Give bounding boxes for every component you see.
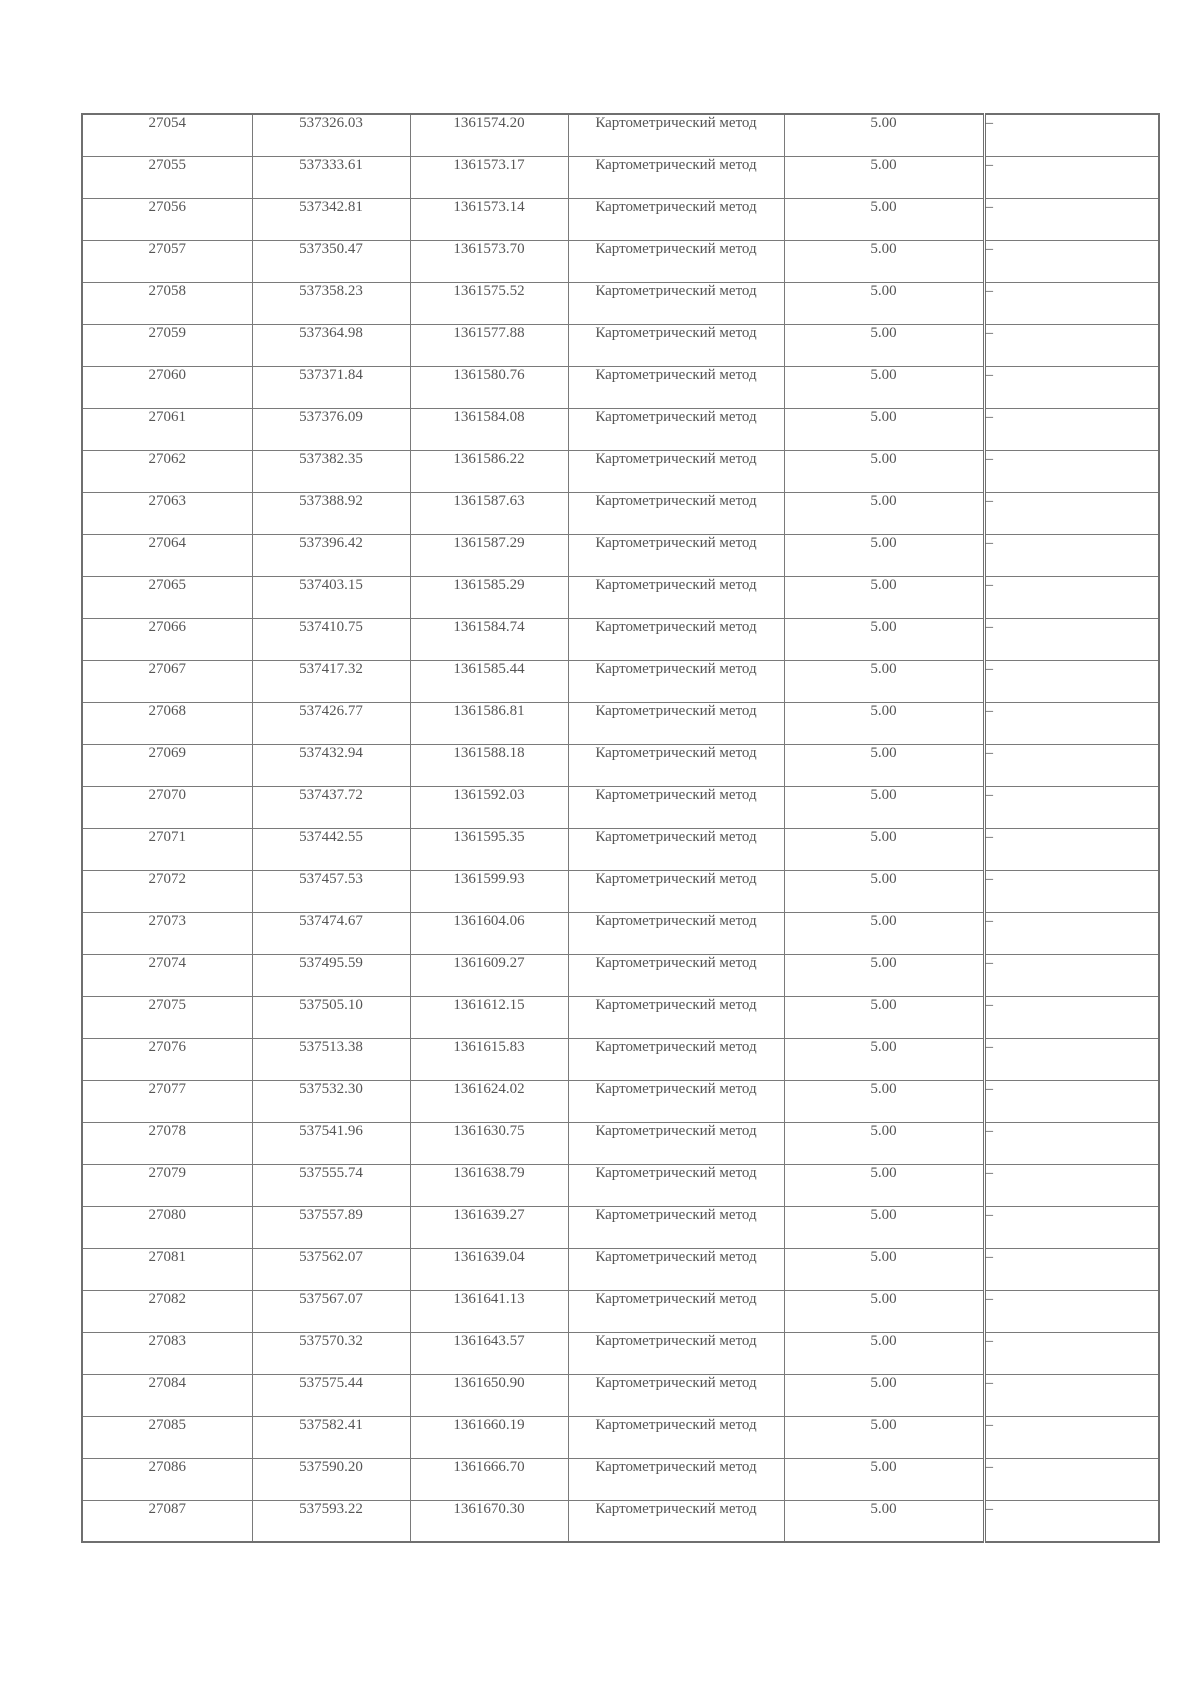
note-cell: – (984, 1458, 1159, 1500)
note-cell: – (984, 1080, 1159, 1122)
note-cell: – (984, 450, 1159, 492)
table-row (82, 366, 1159, 408)
note-cell: – (984, 1416, 1159, 1458)
method-cell: Картометрический метод (568, 1248, 784, 1290)
y-coordinate-cell: 1361609.27 (410, 954, 568, 996)
method-cell: Картометрический метод (568, 282, 784, 324)
x-coordinate-cell: 537350.47 (252, 240, 410, 282)
point-number-cell: 27087 (82, 1500, 252, 1542)
point-number-cell: 27082 (82, 1290, 252, 1332)
method-cell: Картометрический метод (568, 618, 784, 660)
y-coordinate-cell: 1361630.75 (410, 1122, 568, 1164)
point-number-cell: 27073 (82, 912, 252, 954)
x-coordinate-cell: 537376.09 (252, 408, 410, 450)
table-row (82, 576, 1159, 618)
method-cell: Картометрический метод (568, 996, 784, 1038)
method-cell: Картометрический метод (568, 492, 784, 534)
note-cell: – (984, 786, 1159, 828)
note-cell: – (984, 870, 1159, 912)
note-cell: – (984, 114, 1159, 156)
accuracy-cell: 5.00 (784, 1248, 984, 1290)
table-row (82, 1332, 1159, 1374)
y-coordinate-cell: 1361588.18 (410, 744, 568, 786)
note-cell: – (984, 1500, 1159, 1542)
point-number-cell: 27085 (82, 1416, 252, 1458)
point-number-cell: 27079 (82, 1164, 252, 1206)
accuracy-cell: 5.00 (784, 198, 984, 240)
point-number-cell: 27066 (82, 618, 252, 660)
point-number-cell: 27086 (82, 1458, 252, 1500)
accuracy-cell: 5.00 (784, 1290, 984, 1332)
point-number-cell: 27070 (82, 786, 252, 828)
y-coordinate-cell: 1361643.57 (410, 1332, 568, 1374)
table-row (82, 702, 1159, 744)
point-number-cell: 27059 (82, 324, 252, 366)
table-row (82, 828, 1159, 870)
x-coordinate-cell: 537358.23 (252, 282, 410, 324)
table-row (82, 282, 1159, 324)
y-coordinate-cell: 1361639.04 (410, 1248, 568, 1290)
method-cell: Картометрический метод (568, 576, 784, 618)
table-row (82, 786, 1159, 828)
method-cell: Картометрический метод (568, 1164, 784, 1206)
table-row (82, 450, 1159, 492)
point-number-cell: 27060 (82, 366, 252, 408)
table-row (82, 534, 1159, 576)
table-row (82, 408, 1159, 450)
accuracy-cell: 5.00 (784, 408, 984, 450)
note-cell: – (984, 996, 1159, 1038)
accuracy-cell: 5.00 (784, 240, 984, 282)
method-cell: Картометрический метод (568, 828, 784, 870)
table-row (82, 954, 1159, 996)
note-cell: – (984, 1038, 1159, 1080)
accuracy-cell: 5.00 (784, 156, 984, 198)
point-number-cell: 27080 (82, 1206, 252, 1248)
method-cell: Картометрический метод (568, 660, 784, 702)
y-coordinate-cell: 1361577.88 (410, 324, 568, 366)
y-coordinate-cell: 1361587.29 (410, 534, 568, 576)
y-coordinate-cell: 1361575.52 (410, 282, 568, 324)
accuracy-cell: 5.00 (784, 492, 984, 534)
x-coordinate-cell: 537432.94 (252, 744, 410, 786)
x-coordinate-cell: 537457.53 (252, 870, 410, 912)
accuracy-cell: 5.00 (784, 1206, 984, 1248)
accuracy-cell: 5.00 (784, 324, 984, 366)
method-cell: Картометрический метод (568, 744, 784, 786)
note-cell: – (984, 324, 1159, 366)
table-row (82, 1206, 1159, 1248)
x-coordinate-cell: 537474.67 (252, 912, 410, 954)
note-cell: – (984, 1290, 1159, 1332)
y-coordinate-cell: 1361604.06 (410, 912, 568, 954)
accuracy-cell: 5.00 (784, 1080, 984, 1122)
point-number-cell: 27068 (82, 702, 252, 744)
note-cell: – (984, 1206, 1159, 1248)
x-coordinate-cell: 537513.38 (252, 1038, 410, 1080)
table-row (82, 1122, 1159, 1164)
point-number-cell: 27081 (82, 1248, 252, 1290)
point-number-cell: 27055 (82, 156, 252, 198)
accuracy-cell: 5.00 (784, 1122, 984, 1164)
table-row (82, 1458, 1159, 1500)
point-number-cell: 27072 (82, 870, 252, 912)
x-coordinate-cell: 537541.96 (252, 1122, 410, 1164)
y-coordinate-cell: 1361639.27 (410, 1206, 568, 1248)
table-row (82, 1080, 1159, 1122)
y-coordinate-cell: 1361586.22 (410, 450, 568, 492)
point-number-cell: 27074 (82, 954, 252, 996)
method-cell: Картометрический метод (568, 1122, 784, 1164)
y-coordinate-cell: 1361585.44 (410, 660, 568, 702)
accuracy-cell: 5.00 (784, 366, 984, 408)
note-cell: – (984, 198, 1159, 240)
y-coordinate-cell: 1361599.93 (410, 870, 568, 912)
accuracy-cell: 5.00 (784, 1416, 984, 1458)
x-coordinate-cell: 537417.32 (252, 660, 410, 702)
method-cell: Картометрический метод (568, 450, 784, 492)
note-cell: – (984, 408, 1159, 450)
accuracy-cell: 5.00 (784, 1500, 984, 1542)
x-coordinate-cell: 537570.32 (252, 1332, 410, 1374)
accuracy-cell: 5.00 (784, 450, 984, 492)
table-row (82, 1500, 1159, 1542)
method-cell: Картометрический метод (568, 1332, 784, 1374)
y-coordinate-cell: 1361587.63 (410, 492, 568, 534)
accuracy-cell: 5.00 (784, 1164, 984, 1206)
accuracy-cell: 5.00 (784, 870, 984, 912)
accuracy-cell: 5.00 (784, 282, 984, 324)
note-cell: – (984, 618, 1159, 660)
method-cell: Картометрический метод (568, 114, 784, 156)
note-cell: – (984, 660, 1159, 702)
note-cell: – (984, 912, 1159, 954)
x-coordinate-cell: 537442.55 (252, 828, 410, 870)
table-row (82, 1164, 1159, 1206)
note-cell: – (984, 492, 1159, 534)
method-cell: Картометрический метод (568, 786, 784, 828)
y-coordinate-cell: 1361660.19 (410, 1416, 568, 1458)
x-coordinate-cell: 537582.41 (252, 1416, 410, 1458)
table-row (82, 1038, 1159, 1080)
y-coordinate-cell: 1361584.74 (410, 618, 568, 660)
x-coordinate-cell: 537505.10 (252, 996, 410, 1038)
table-row (82, 492, 1159, 534)
method-cell: Картометрический метод (568, 408, 784, 450)
table-row (82, 660, 1159, 702)
note-cell: – (984, 1122, 1159, 1164)
table-row (82, 870, 1159, 912)
coordinates-table (81, 113, 1160, 1543)
note-cell: – (984, 744, 1159, 786)
y-coordinate-cell: 1361670.30 (410, 1500, 568, 1542)
point-number-cell: 27076 (82, 1038, 252, 1080)
accuracy-cell: 5.00 (784, 912, 984, 954)
method-cell: Картометрический метод (568, 1374, 784, 1416)
y-coordinate-cell: 1361650.90 (410, 1374, 568, 1416)
table-row (82, 240, 1159, 282)
method-cell: Картометрический метод (568, 912, 784, 954)
point-number-cell: 27071 (82, 828, 252, 870)
x-coordinate-cell: 537388.92 (252, 492, 410, 534)
y-coordinate-cell: 1361592.03 (410, 786, 568, 828)
point-number-cell: 27054 (82, 114, 252, 156)
table-row (82, 618, 1159, 660)
method-cell: Картометрический метод (568, 366, 784, 408)
accuracy-cell: 5.00 (784, 954, 984, 996)
y-coordinate-cell: 1361586.81 (410, 702, 568, 744)
x-coordinate-cell: 537326.03 (252, 114, 410, 156)
note-cell: – (984, 534, 1159, 576)
table-row (82, 324, 1159, 366)
method-cell: Картометрический метод (568, 1038, 784, 1080)
point-number-cell: 27077 (82, 1080, 252, 1122)
table-row (82, 1416, 1159, 1458)
note-cell: – (984, 576, 1159, 618)
x-coordinate-cell: 537426.77 (252, 702, 410, 744)
x-coordinate-cell: 537532.30 (252, 1080, 410, 1122)
point-number-cell: 27061 (82, 408, 252, 450)
method-cell: Картометрический метод (568, 324, 784, 366)
method-cell: Картометрический метод (568, 1416, 784, 1458)
method-cell: Картометрический метод (568, 870, 784, 912)
method-cell: Картометрический метод (568, 1290, 784, 1332)
method-cell: Картометрический метод (568, 954, 784, 996)
y-coordinate-cell: 1361615.83 (410, 1038, 568, 1080)
x-coordinate-cell: 537382.35 (252, 450, 410, 492)
x-coordinate-cell: 537403.15 (252, 576, 410, 618)
table-row (82, 996, 1159, 1038)
accuracy-cell: 5.00 (784, 1332, 984, 1374)
x-coordinate-cell: 537371.84 (252, 366, 410, 408)
accuracy-cell: 5.00 (784, 1458, 984, 1500)
method-cell: Картометрический метод (568, 534, 784, 576)
y-coordinate-cell: 1361573.70 (410, 240, 568, 282)
x-coordinate-cell: 537562.07 (252, 1248, 410, 1290)
table-row (82, 744, 1159, 786)
method-cell: Картометрический метод (568, 198, 784, 240)
x-coordinate-cell: 537590.20 (252, 1458, 410, 1500)
method-cell: Картометрический метод (568, 1080, 784, 1122)
x-coordinate-cell: 537437.72 (252, 786, 410, 828)
note-cell: – (984, 156, 1159, 198)
y-coordinate-cell: 1361573.14 (410, 198, 568, 240)
point-number-cell: 27083 (82, 1332, 252, 1374)
note-cell: – (984, 1332, 1159, 1374)
point-number-cell: 27056 (82, 198, 252, 240)
accuracy-cell: 5.00 (784, 534, 984, 576)
y-coordinate-cell: 1361585.29 (410, 576, 568, 618)
method-cell: Картометрический метод (568, 1458, 784, 1500)
point-number-cell: 27064 (82, 534, 252, 576)
x-coordinate-cell: 537342.81 (252, 198, 410, 240)
y-coordinate-cell: 1361574.20 (410, 114, 568, 156)
table-row (82, 1374, 1159, 1416)
accuracy-cell: 5.00 (784, 660, 984, 702)
method-cell: Картометрический метод (568, 240, 784, 282)
x-coordinate-cell: 537333.61 (252, 156, 410, 198)
table-row (82, 912, 1159, 954)
note-cell: – (984, 1164, 1159, 1206)
y-coordinate-cell: 1361612.15 (410, 996, 568, 1038)
point-number-cell: 27078 (82, 1122, 252, 1164)
note-cell: – (984, 240, 1159, 282)
x-coordinate-cell: 537575.44 (252, 1374, 410, 1416)
point-number-cell: 27063 (82, 492, 252, 534)
table-row (82, 114, 1159, 156)
x-coordinate-cell: 537555.74 (252, 1164, 410, 1206)
point-number-cell: 27069 (82, 744, 252, 786)
point-number-cell: 27084 (82, 1374, 252, 1416)
accuracy-cell: 5.00 (784, 744, 984, 786)
accuracy-cell: 5.00 (784, 702, 984, 744)
y-coordinate-cell: 1361584.08 (410, 408, 568, 450)
point-number-cell: 27058 (82, 282, 252, 324)
accuracy-cell: 5.00 (784, 786, 984, 828)
y-coordinate-cell: 1361595.35 (410, 828, 568, 870)
table-row (82, 1290, 1159, 1332)
accuracy-cell: 5.00 (784, 828, 984, 870)
point-number-cell: 27065 (82, 576, 252, 618)
y-coordinate-cell: 1361641.13 (410, 1290, 568, 1332)
y-coordinate-cell: 1361573.17 (410, 156, 568, 198)
table-row (82, 198, 1159, 240)
y-coordinate-cell: 1361580.76 (410, 366, 568, 408)
x-coordinate-cell: 537567.07 (252, 1290, 410, 1332)
coordinates-table-body (82, 114, 1159, 1542)
method-cell: Картометрический метод (568, 1500, 784, 1542)
note-cell: – (984, 828, 1159, 870)
method-cell: Картометрический метод (568, 156, 784, 198)
accuracy-cell: 5.00 (784, 114, 984, 156)
y-coordinate-cell: 1361666.70 (410, 1458, 568, 1500)
x-coordinate-cell: 537557.89 (252, 1206, 410, 1248)
accuracy-cell: 5.00 (784, 618, 984, 660)
point-number-cell: 27067 (82, 660, 252, 702)
note-cell: – (984, 1248, 1159, 1290)
x-coordinate-cell: 537410.75 (252, 618, 410, 660)
table-row (82, 156, 1159, 198)
y-coordinate-cell: 1361638.79 (410, 1164, 568, 1206)
method-cell: Картометрический метод (568, 702, 784, 744)
note-cell: – (984, 1374, 1159, 1416)
x-coordinate-cell: 537593.22 (252, 1500, 410, 1542)
accuracy-cell: 5.00 (784, 1374, 984, 1416)
note-cell: – (984, 702, 1159, 744)
accuracy-cell: 5.00 (784, 576, 984, 618)
method-cell: Картометрический метод (568, 1206, 784, 1248)
x-coordinate-cell: 537396.42 (252, 534, 410, 576)
point-number-cell: 27057 (82, 240, 252, 282)
x-coordinate-cell: 537495.59 (252, 954, 410, 996)
table-row (82, 1248, 1159, 1290)
point-number-cell: 27062 (82, 450, 252, 492)
note-cell: – (984, 282, 1159, 324)
x-coordinate-cell: 537364.98 (252, 324, 410, 366)
accuracy-cell: 5.00 (784, 996, 984, 1038)
y-coordinate-cell: 1361624.02 (410, 1080, 568, 1122)
point-number-cell: 27075 (82, 996, 252, 1038)
note-cell: – (984, 366, 1159, 408)
note-cell: – (984, 954, 1159, 996)
accuracy-cell: 5.00 (784, 1038, 984, 1080)
